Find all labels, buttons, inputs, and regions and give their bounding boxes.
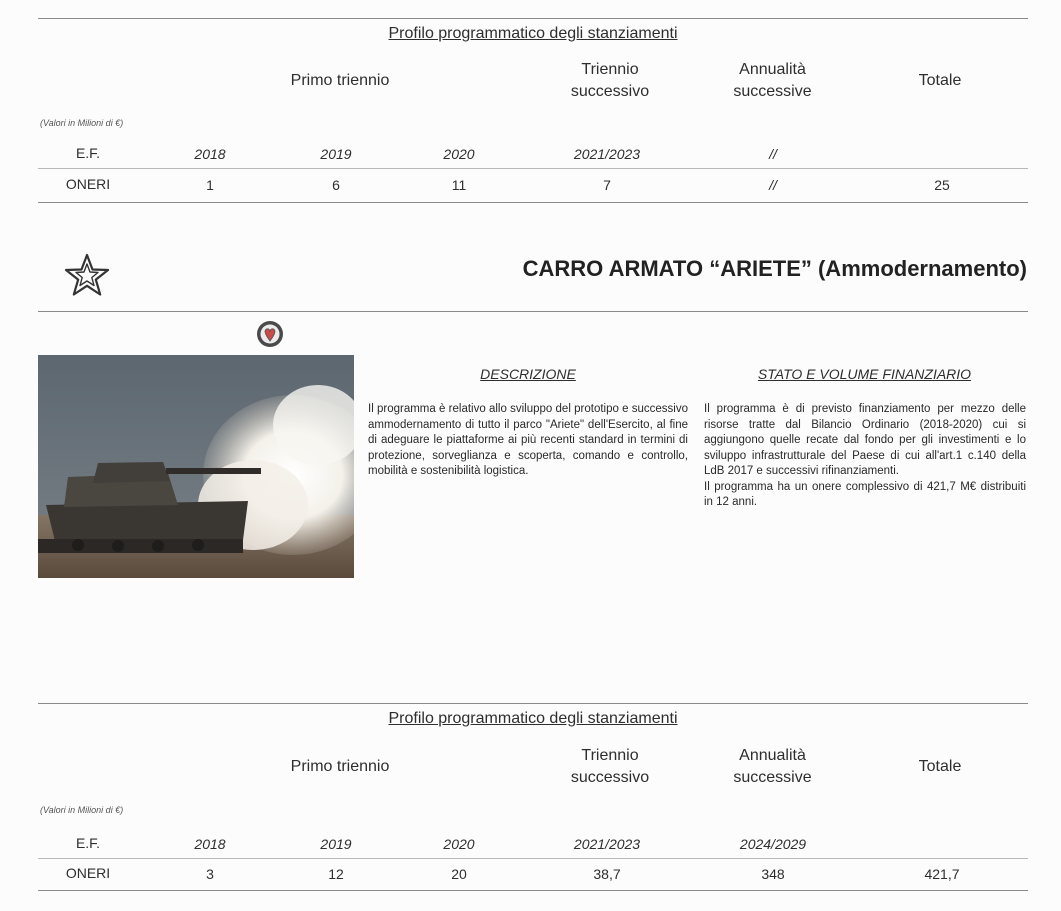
star-icon [64, 252, 110, 298]
ef-2019: 2019 [320, 146, 352, 162]
header-next-line2: successivo [570, 83, 650, 100]
tank-firing-photo [38, 355, 354, 578]
header-next-line1-2: Triennio [581, 747, 639, 764]
header-years-line2: successive [733, 83, 812, 100]
header-next-triennium-2 [540, 745, 680, 789]
oneri-2021-2023-2: 38,7 [593, 866, 621, 882]
description-heading: DESCRIZIONE [480, 366, 576, 382]
financial-paragraph-1: Il programma è di previsto finanziamento per mezzo delle risorse tratte dal Bilancio Ordinario (2018-2020) cui si aggiungono quelle recate dal fondo per gli investimenti e lo sviluppo infrastrutturale del Paese di cui all'art.1 c.140 della LdB 2017 e successivi rifinanziamenti. [704, 403, 1026, 477]
header-first-triennium-2: Primo triennio [290, 758, 390, 775]
header-following-years [700, 59, 845, 103]
header-total-2: Totale [918, 758, 962, 775]
ef-2018-2: 2018 [194, 836, 226, 852]
values-note: (Valori in Milioni di €) [40, 118, 124, 128]
ef-2019-2: 2019 [320, 836, 352, 852]
ef-2021-2023-2: 2021/2023 [573, 836, 641, 852]
top-rule [38, 18, 1028, 19]
army-emblem-icon [256, 320, 284, 348]
oneri-2019: 6 [332, 177, 340, 193]
ef-2020-2: 2020 [443, 836, 475, 852]
financial-heading: STATO E VOLUME FINANZIARIO [757, 366, 972, 382]
values-note-2: (Valori in Milioni di €) [40, 805, 124, 815]
financial-text [704, 402, 1026, 511]
oneri-2024-2029: 348 [761, 866, 785, 882]
oneri-2018: 1 [206, 177, 214, 193]
oneri-label: ONERI [65, 176, 111, 192]
description-paragraph: Il programma è relativo allo sviluppo del prototipo e successivo ammodernamento di tutto il parco "Ariete" dell'Esercito, al fine di adeguare le piattaforme ai più recenti standard in termini di protezione, sorveglianza e scoperta, comando e controllo, mobilità e sostenibilità logistica. [368, 403, 688, 477]
oneri-2020: 11 [451, 177, 467, 193]
financial-paragraph-2: Il programma ha un onere complessivo di 421,7 M€ distribuiti in 12 anni. [704, 480, 1026, 508]
header-total: Totale [918, 72, 962, 89]
ef-2024-2029: 2024/2029 [739, 836, 807, 852]
ef-label: E.F. [75, 145, 101, 161]
oneri-total-2: 421,7 [924, 866, 960, 882]
table-bottom-rule-2 [38, 890, 1028, 891]
profile-title: Profilo programmatico degli stanziamenti [388, 25, 678, 42]
ef-later: // [769, 146, 777, 162]
oneri-2020-2: 20 [451, 866, 467, 882]
oneri-2021-2023: 7 [603, 177, 611, 193]
ef-2020: 2020 [443, 146, 475, 162]
table-bottom-rule [38, 202, 1028, 203]
row-rule-2 [38, 858, 1028, 859]
ef-label-2: E.F. [75, 835, 101, 851]
ef-2021-2023: 2021/2023 [573, 146, 641, 162]
oneri-2019-2: 12 [328, 866, 344, 882]
oneri-total: 25 [934, 177, 950, 193]
oneri-label-2: ONERI [65, 865, 111, 881]
header-next-triennium [540, 59, 680, 103]
row-rule [38, 168, 1028, 169]
header-next-line1: Triennio [581, 61, 639, 78]
section-title: CARRO ARMATO “ARIETE” (Ammodernamento) [522, 256, 1027, 281]
oneri-2018-2: 3 [206, 866, 214, 882]
header-years-line2-2: successive [733, 769, 812, 786]
ef-2018: 2018 [194, 146, 226, 162]
top-rule-2 [38, 703, 1028, 704]
header-years-line1: Annualità [739, 61, 806, 78]
header-first-triennium: Primo triennio [290, 72, 390, 89]
header-following-years-2 [700, 745, 845, 789]
header-years-line1-2: Annualità [739, 747, 806, 764]
oneri-later: // [769, 177, 777, 193]
header-next-line2-2: successivo [570, 769, 650, 786]
section-rule [38, 311, 1028, 312]
description-text [368, 402, 688, 480]
profile-title-2: Profilo programmatico degli stanziamenti [388, 710, 678, 727]
